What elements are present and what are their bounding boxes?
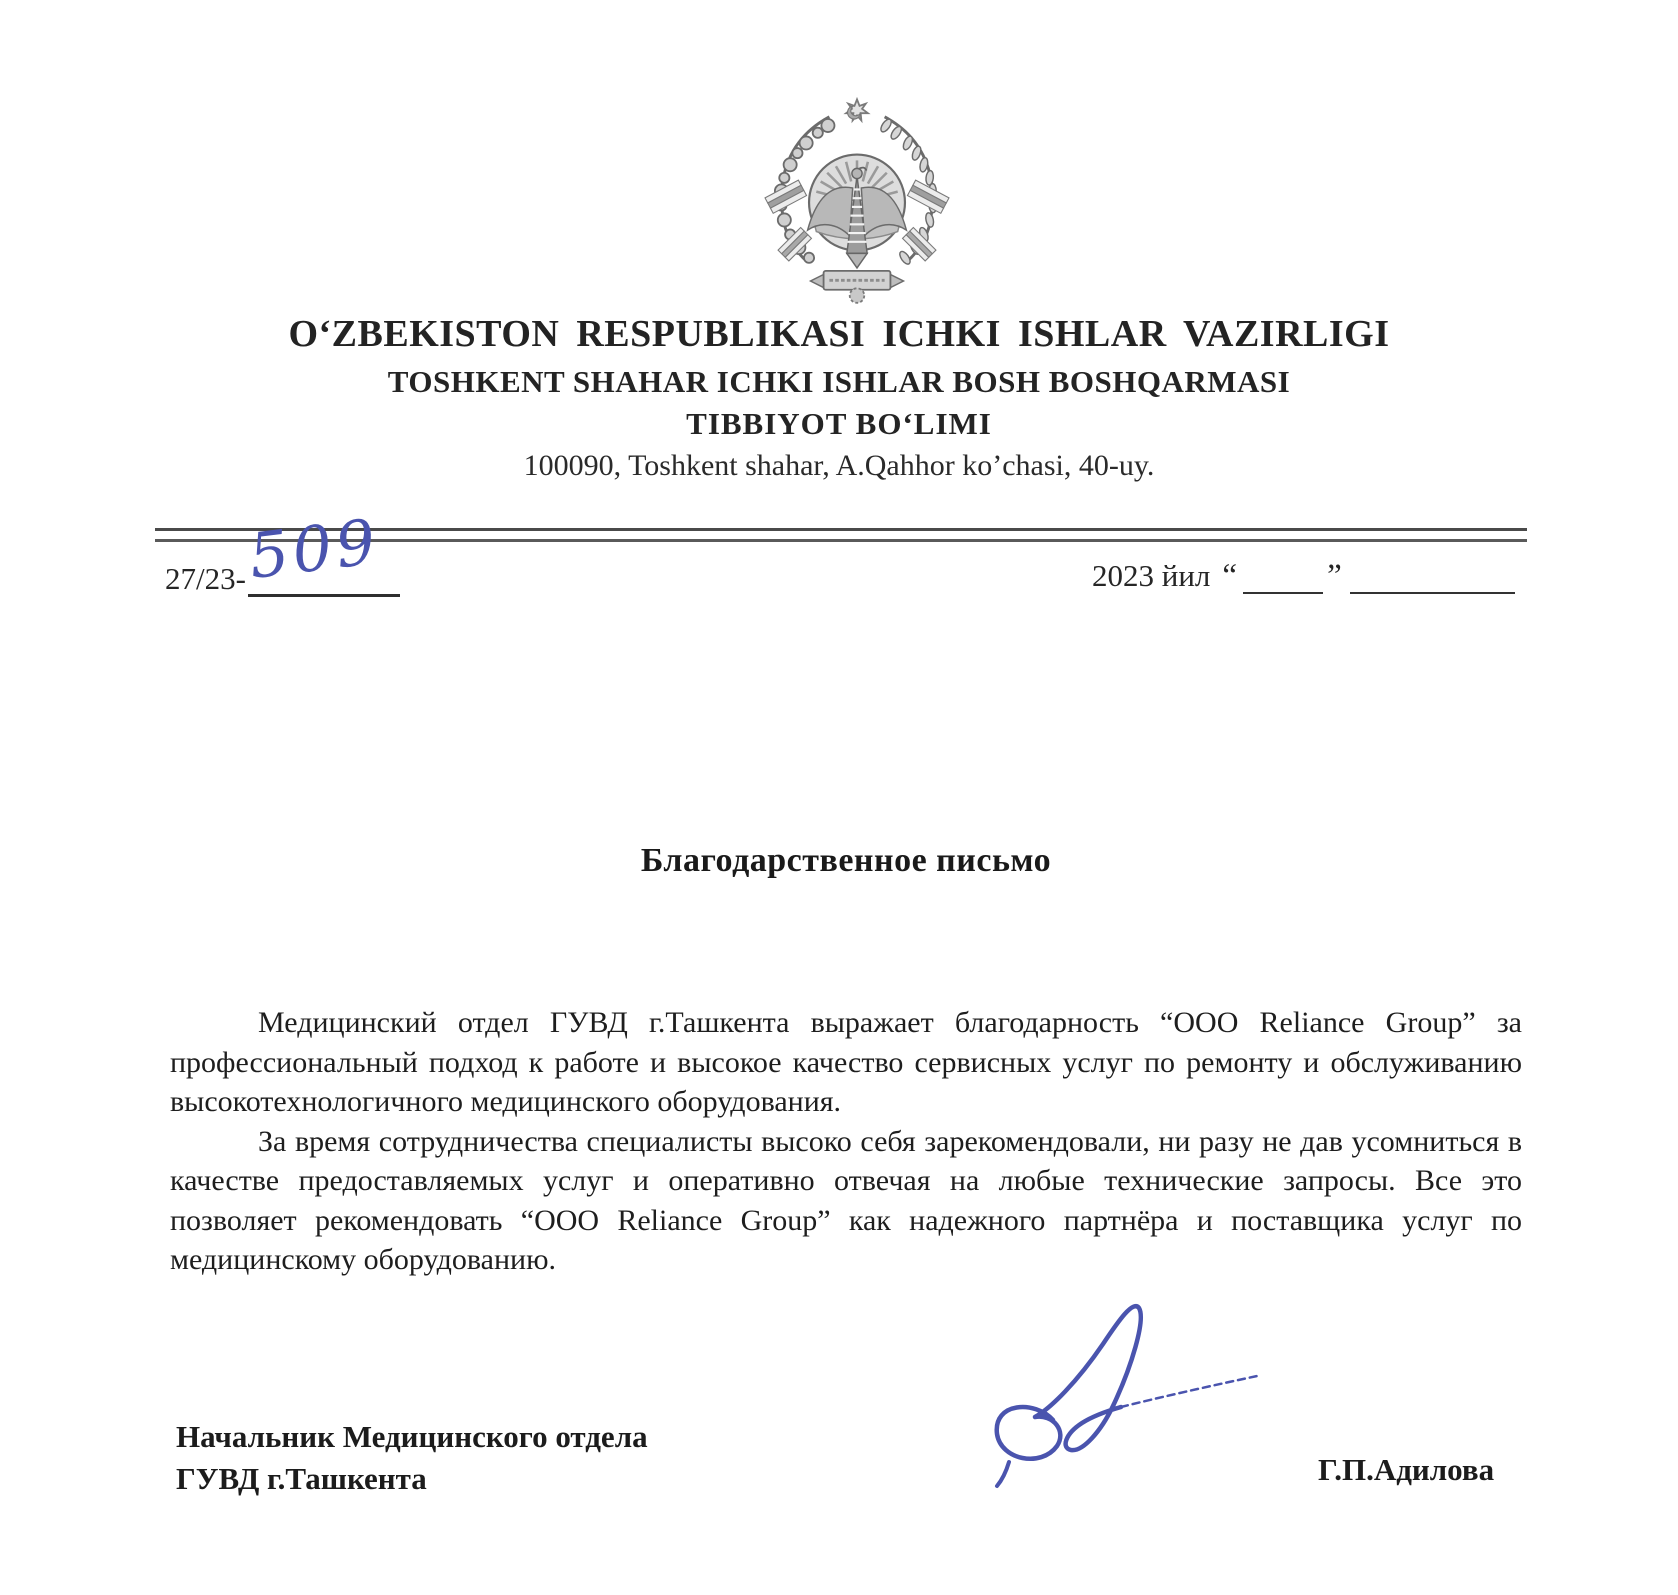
month-blank-line — [1350, 556, 1515, 594]
day-blank-line — [1243, 556, 1323, 594]
letter-body — [170, 1003, 1522, 1280]
open-quote: “ — [1222, 558, 1238, 594]
signatory-position-line1: Начальник Медицинского отдела — [176, 1419, 648, 1454]
reference-blank-line — [245, 504, 400, 597]
reference-prefix: 27/23- — [165, 561, 246, 596]
paragraph-2: За время сотрудничества специалисты высоко себя зарекомендовали, ни разу не дав усомниться в качестве предоставляемых услуг и оперативно отвечая на любые технические запросы. Все это позволяет рекомендовать “ООО Reliance Group” как надежного партнёра и поставщика услуг по медицинскому оборудованию. — [170, 1124, 1522, 1276]
uzbekistan-state-emblem-icon — [748, 92, 966, 316]
handwritten-signature-icon — [925, 1250, 1270, 1490]
reference-number-line — [165, 504, 400, 597]
ministry-name: O‘ZBEKISTON RESPUBLIKASI ICHKI ISHLAR VAZIRLIGI — [288, 313, 1390, 355]
year-label: 2023 йил — [1092, 558, 1211, 593]
crescent-star-icon — [846, 99, 868, 120]
handwritten-outgoing-number: 509 — [245, 504, 384, 593]
division-name: TIBBIYOT BO‘LIMI — [686, 406, 992, 441]
close-quote: ” — [1327, 558, 1342, 594]
signatory-name: Г.П.Адилова — [1318, 1452, 1495, 1487]
signatory-position-line2: ГУВД г.Ташкента — [176, 1461, 427, 1496]
paragraph-1: Медицинский отдел ГУВД г.Ташкента выражает благодарность “ООО Reliance Group” за профессиональный подход к работе и высокое качество сервисных услуг по ремонту и обслуживанию высокотехнологичного медицинского оборудования. — [170, 1006, 1522, 1118]
main-directorate-name: TOSHKENT SHAHAR ICHKI ISHLAR BOSH BOSHQARMASI — [387, 364, 1291, 399]
letter-title: Благодарственное письмо — [640, 842, 1052, 879]
banner-ribbon — [810, 271, 903, 303]
signatory-position — [176, 1416, 648, 1500]
date-line — [1092, 556, 1515, 595]
address-line: 100090, Toshkent shahar, A.Qahhor ko’chasi, 40-uy. — [523, 449, 1155, 482]
